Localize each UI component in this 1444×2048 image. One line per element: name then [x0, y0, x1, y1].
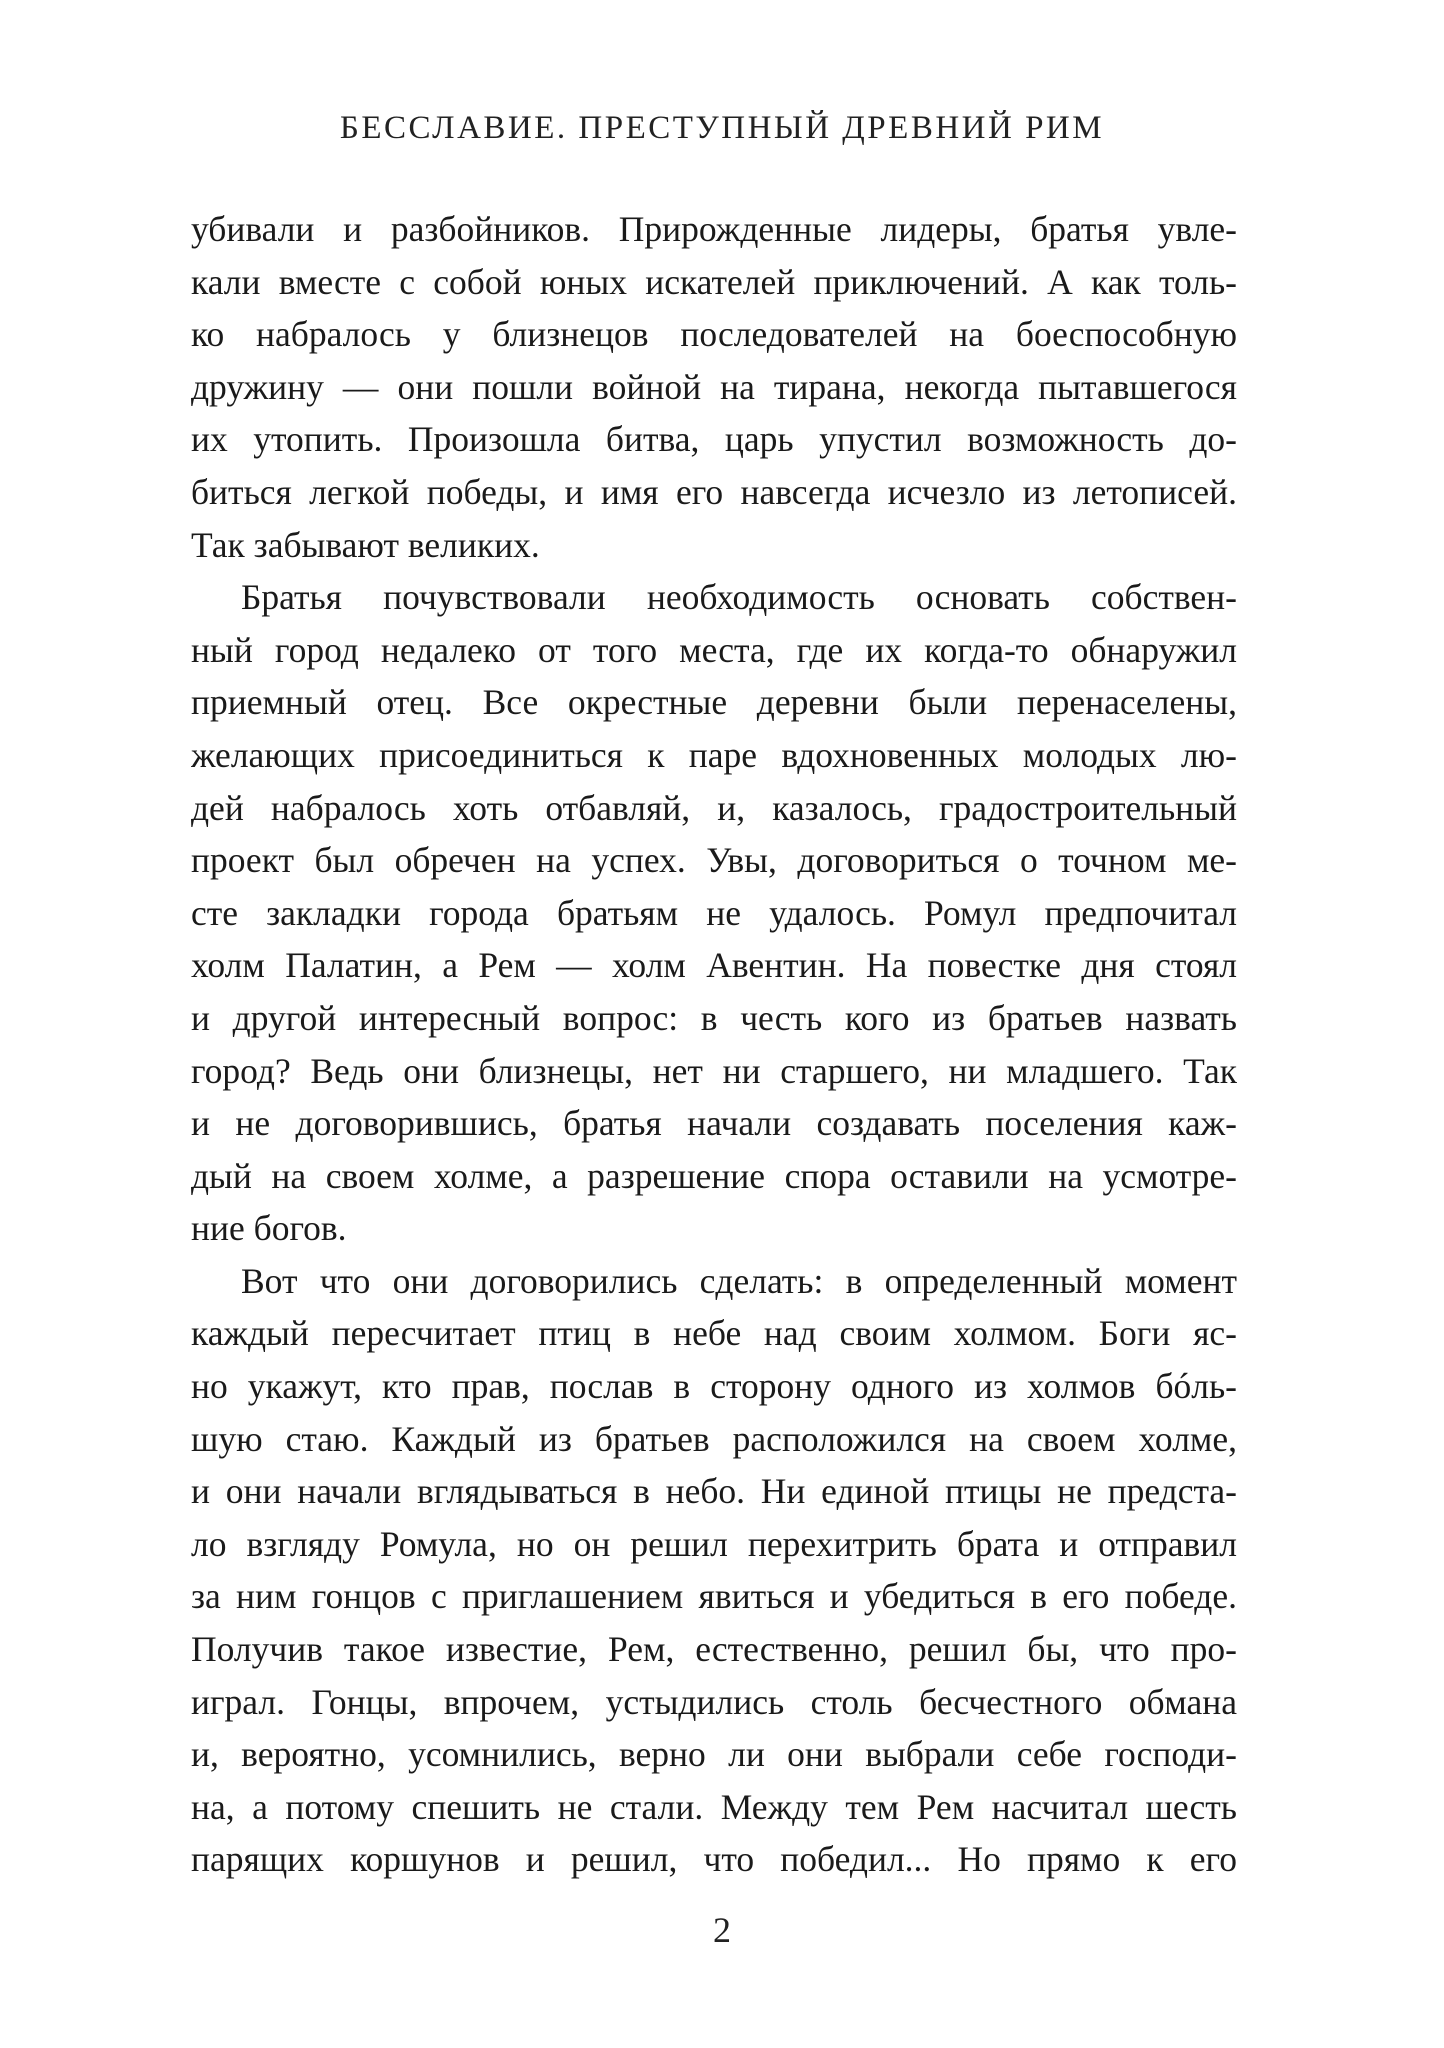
text-line: город? Ведь они близнецы, нет ни старшего, ни младшего. Так — [191, 1050, 1237, 1091]
running-head-title: БЕССЛАВИЕ. ПРЕСТУПНЫЙ ДРЕВНИЙ РИМ — [339, 110, 1105, 146]
text-line: холм Палатин, а Рем — холм Авентин. На повестке дня стоял — [191, 945, 1237, 986]
text-line: Получив такое известие, Рем, естественно, решил бы, что про- — [191, 1629, 1237, 1670]
paragraph — [191, 203, 1237, 571]
text-line: дружину — они пошли войной на тирана, некогда пытавшегося — [191, 366, 1237, 407]
text-line: ный город недалеко от того места, где их когда-то обнаружил — [191, 629, 1237, 670]
text-line: Братья почувствовали необходимость основать собствен- — [241, 577, 1237, 618]
paragraph — [191, 571, 1237, 1255]
text-line: приемный отец. Все окрестные деревни были перенаселены, — [191, 682, 1237, 723]
text-line: ние богов. — [191, 1208, 347, 1249]
text-line: сте закладки города братьям не удалось. Ромул предпочитал — [191, 892, 1237, 933]
text-line: каждый пересчитает птиц в небе над своим холмом. Боги яс- — [191, 1313, 1237, 1354]
text-line: убивали и разбойников. Прирожденные лидеры, братья увле- — [191, 209, 1237, 249]
text-line: желающих присоединиться к паре вдохновенных молодых лю- — [191, 734, 1237, 775]
text-line: Вот что они договорились сделать: в определенный момент — [241, 1260, 1237, 1301]
paragraph — [191, 1255, 1237, 1886]
text-line: и они начали вглядываться в небо. Ни единой птицы не предста- — [191, 1471, 1237, 1512]
text-line: парящих коршунов и решил, что победил... Но прямо к его — [191, 1839, 1237, 1880]
text-line: шую стаю. Каждый из братьев расположился на своем холме, — [191, 1418, 1237, 1459]
body-text — [191, 203, 1237, 1886]
text-line: дей набралось хоть отбавляй, и, казалось, градостроительный — [191, 787, 1237, 828]
text-line: и другой интересный вопрос: в честь кого из братьев назвать — [191, 997, 1237, 1038]
text-line: дый на своем холме, а разрешение спора оставили на усмотре- — [191, 1155, 1237, 1196]
text-line: и не договорившись, братья начали создавать поселения каж- — [191, 1103, 1237, 1144]
text-line: их утопить. Произошла битва, царь упустил возможность до- — [191, 419, 1237, 460]
text-line: проект был обречен на успех. Увы, договориться о точном ме- — [191, 840, 1237, 881]
text-line: ло взгляду Ромула, но он решил перехитрить брата и отправил — [191, 1523, 1237, 1564]
text-line: биться легкой победы, и имя его навсегда исчезло из летописей. — [191, 471, 1237, 512]
text-line: кали вместе с собой юных искателей приключений. А как толь- — [191, 261, 1237, 302]
text-line: за ним гонцов с приглашением явиться и убедиться в его победе. — [191, 1576, 1237, 1617]
text-line: на, а потому спешить не стали. Между тем Рем насчитал шесть — [191, 1786, 1237, 1827]
text-line: и, вероятно, усомнились, верно ли они выбрали себе господи- — [191, 1734, 1237, 1775]
text-line: ко набралось у близнецов последователей на боеспособную — [191, 314, 1237, 355]
text-line: играл. Гонцы, впрочем, устыдились столь бесчестного обмана — [191, 1681, 1237, 1722]
text-line: но укажут, кто прав, послав в сторону одного из холмов бóль- — [191, 1366, 1237, 1407]
page-number: 2 — [713, 1910, 731, 1950]
text-line: Так забывают великих. — [191, 524, 540, 565]
